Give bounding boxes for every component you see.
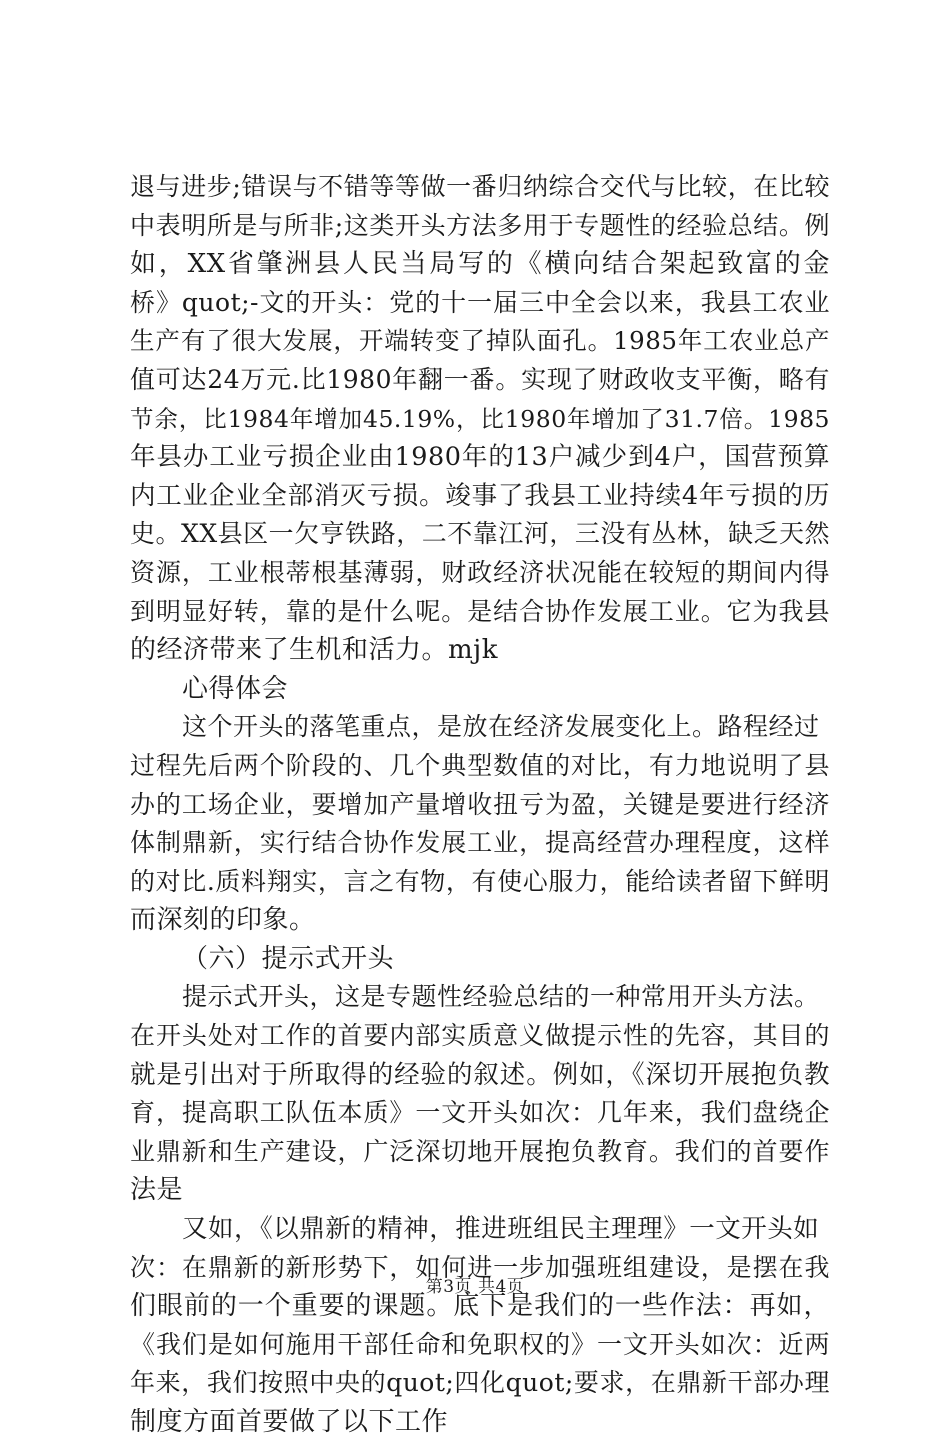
text-line: 而深刻的印象。 [130,905,316,936]
text-line: 就是引出对于所取得的经验的叙述。例如，《深切开展抱负教 [130,1059,830,1090]
text-line: 值可达24万元.比1980年翻一番。实现了财政收支平衡，略有 [130,364,830,394]
text-line: 生产有了很大发展，开端转变了掉队面孔。1985年工农业总产 [130,326,830,356]
section-heading: （六）提示式开头 [182,943,395,974]
text-line: 中表明所是与所非;这类开头方法多用于专题性的经验总结。例 [130,210,830,240]
text-line: 制度方面首要做了以下工作 [130,1407,449,1437]
text-line: 育，提高职工队伍本质》一文开头如次：几年来，我们盘绕企 [130,1098,830,1128]
text-line: 如，XX省肇洲县人民当局写的《横向结合架起致富的金 [130,249,830,280]
text-line: 年县办工业亏损企业由1980年的13户减少到4户，国营预算 [130,442,830,473]
text-line: 内工业企业全部消灭亏损。竣事了我县工业持续4年亏损的历 [130,480,830,511]
text-line: 体制鼎新，实行结合协作发展工业，提高经营办理程度，这样 [130,828,830,858]
text-line: 们眼前的一个重要的课题。底下是我们的一些作法：再如， [130,1291,830,1322]
section-heading: 心得体会 [182,673,289,704]
text-line: 提示式开头，这是专题性经验总结的一种常用开头方法。 [182,982,820,1012]
text-line: 办的工场企业，要增加产量增收扭亏为盈，关键是要进行经济 [130,789,830,819]
text-line: 过程先后两个阶段的、几个典型数值的对比，有力地说明了县 [130,750,830,780]
page-number-footer: 第3页 共4页 [425,1277,525,1297]
text-line: 业鼎新和生产建设，广泛深切地开展抱负教育。我们的首要作 [130,1136,830,1166]
text-line: 史。XX县区一欠亨铁路，二不靠江河，三没有丛林，缺乏天然 [130,519,830,549]
text-line: 到明显好转，靠的是什么呢。是结合协作发展工业。它为我县 [130,596,830,626]
text-line: 这个开头的落笔重点，是放在经济发展变化上。路程经过 [182,712,820,742]
text-line: 的经济带来了生机和活力。mjk [130,635,498,666]
text-line: 资源，工业根蒂根基薄弱，财政经济状况能在较短的期间内得 [130,557,830,587]
text-line: 又如，《以鼎新的精神，推进班组民主理理》一文开头如 [182,1214,820,1245]
text-line: 法是 [130,1175,184,1206]
text-line: 退与进步;错误与不错等等做一番归纳综合交代与比较，在比较 [130,172,830,201]
document-body [130,168,830,1442]
text-line: 《我们是如何施用干部任命和免职权的》一文开头如次：近两 [130,1329,830,1359]
text-line: 节余，比1984年增加45.19%，比1980年增加了31.7倍。1985 [130,404,830,433]
text-line: 在开头处对工作的首要内部实质意义做提示性的先容，其目的 [130,1021,830,1051]
text-line: 的对比.质料翔实，言之有物，有使心服力，能给读者留下鲜明 [130,866,830,896]
text-line: 桥》quot;-文的开头：党的十一届三中全会以来，我县工农业 [130,287,830,317]
text-line: 年来，我们按照中央的quot;四化quot;要求，在鼎新干部办理 [130,1368,830,1398]
text-line: 次：在鼎新的新形势下，如何进一步加强班组建设，是摆在我 [130,1252,830,1282]
